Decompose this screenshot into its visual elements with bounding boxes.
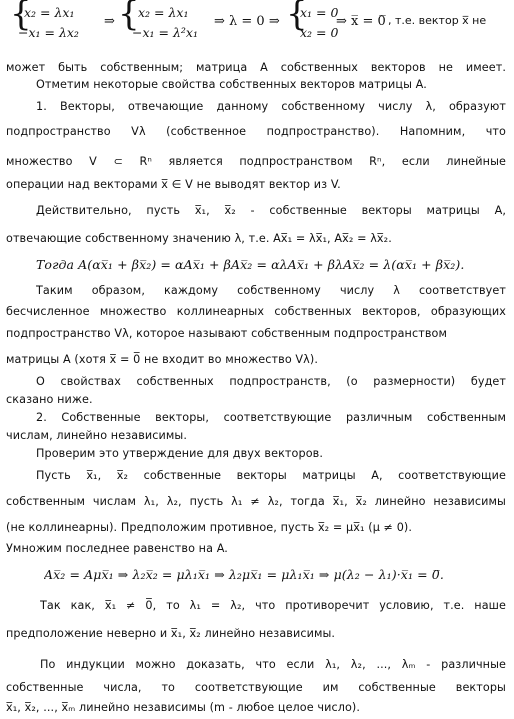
- system2-eq2: −x₁ = λ²x₁: [132, 25, 198, 40]
- text-line: матрицы A (хотя x̅ = 0̅ не входит во множество Vλ).: [6, 353, 319, 366]
- text-line: x̅₁, x̅₂, ..., x̅ₘ линейно независимы (m - любое целое число).: [6, 701, 361, 714]
- text-line: может быть собственным; матрица A собственных векторов не имеет.: [6, 61, 506, 74]
- left-brace: {: [118, 0, 140, 34]
- text-line: Таким образом, каждому собственному числу λ соответствует: [36, 284, 506, 297]
- text-line: собственным числам λ₁, λ₂, пусть λ₁ ≠ λ₂, тогда x̅₁, x̅₂ линейно независимы: [6, 495, 506, 508]
- text-line: Проверим это утверждение для двух векторов.: [36, 447, 323, 460]
- text-line: Пусть x̅₁, x̅₂ собственные векторы матрицы A, соответствующие: [36, 469, 506, 482]
- system3-eq1: x₁ = 0: [300, 5, 339, 20]
- linear-combination-equation: Тогда A(αx̅₁ + βx̅₂) = αAx̅₁ + βAx̅₂ = αλAx̅₁ + βλAx̅₂ = λ(αx̅₁ + βx̅₂).: [36, 257, 465, 272]
- system3-eq2: x₂ = 0: [300, 25, 339, 40]
- system2-eq1: x₂ = λx₁: [138, 5, 189, 20]
- text-line: отвечающие собственному значению λ, т.е. Ax̅₁ = λx̅₁, Ax̅₂ = λx̅₂.: [6, 232, 392, 245]
- left-brace: {: [10, 0, 32, 34]
- formula-tail-text: , т.е. вектор x̅ не: [388, 14, 487, 27]
- linear-independence-equation: Ax̅₂ = Aμx̅₁ ⇒ λ₂x̅₂ = μλ₁x̅₁ ⇒ λ₂μx̅₁ = μλ₁x̅₁ ⇒ μ(λ₂ − λ₁)·x̅₁ = 0̅.: [44, 567, 444, 582]
- text-line: числам, линейно независимы.: [6, 429, 188, 442]
- text-line: подпространство Vλ (собственное подпространство). Напомним, что: [6, 125, 506, 138]
- text-line: Так как, x̅₁ ≠ 0̅, то λ₁ = λ₂, что противоречит условию, т.е. наше: [40, 599, 506, 612]
- text-line: О свойствах собственных подпространств, (о размерности) будет: [36, 375, 506, 388]
- text-line: сказано ниже.: [6, 393, 93, 406]
- text-line: множество V ⊂ Rⁿ является подпространством Rⁿ, если линейные: [6, 155, 506, 168]
- text-line: бесчисленное множество коллинеарных собственных векторов, образующих: [6, 305, 506, 318]
- left-brace: {: [286, 0, 308, 34]
- text-line: Действительно, пусть x̅₁, x̅₂ - собственные векторы матрицы A,: [36, 204, 506, 217]
- text-line: собственные числа, то соответствующие им собственные векторы: [6, 681, 506, 694]
- text-line: подпространство Vλ, которое называют собственным подпространством: [6, 327, 448, 340]
- zero-vector-implication: ⇒ x̅ = 0̅: [336, 14, 386, 29]
- text-line: Отметим некоторые свойства собственных векторов матрицы A.: [36, 78, 427, 91]
- text-line: предположение неверно и x̅₁, x̅₂ линейно независимы.: [6, 627, 336, 640]
- text-line: 1. Векторы, отвечающие данному собственному числу λ, образуют: [36, 100, 506, 113]
- text-line: 2. Собственные векторы, соответствующие различным собственным: [36, 411, 506, 424]
- text-line: операции над векторами x̅ ∈ V не выводят вектор из V.: [6, 178, 341, 191]
- text-line: (не коллинеарны). Предположим противное, пусть x̅₂ = μx̅₁ (μ ≠ 0).: [6, 521, 413, 534]
- text-line: По индукции можно доказать, что если λ₁, λ₂, ..., λₘ - различные: [40, 658, 506, 671]
- lambda-zero-implication: ⇒ λ = 0 ⇒: [214, 14, 280, 29]
- system1-eq1: x₂ = λx₁: [24, 5, 75, 20]
- text-line: Умножим последнее равенство на A.: [6, 542, 228, 555]
- system1-eq2: −x₁ = λx₂: [18, 25, 79, 40]
- implies-arrow: ⇒: [104, 14, 115, 29]
